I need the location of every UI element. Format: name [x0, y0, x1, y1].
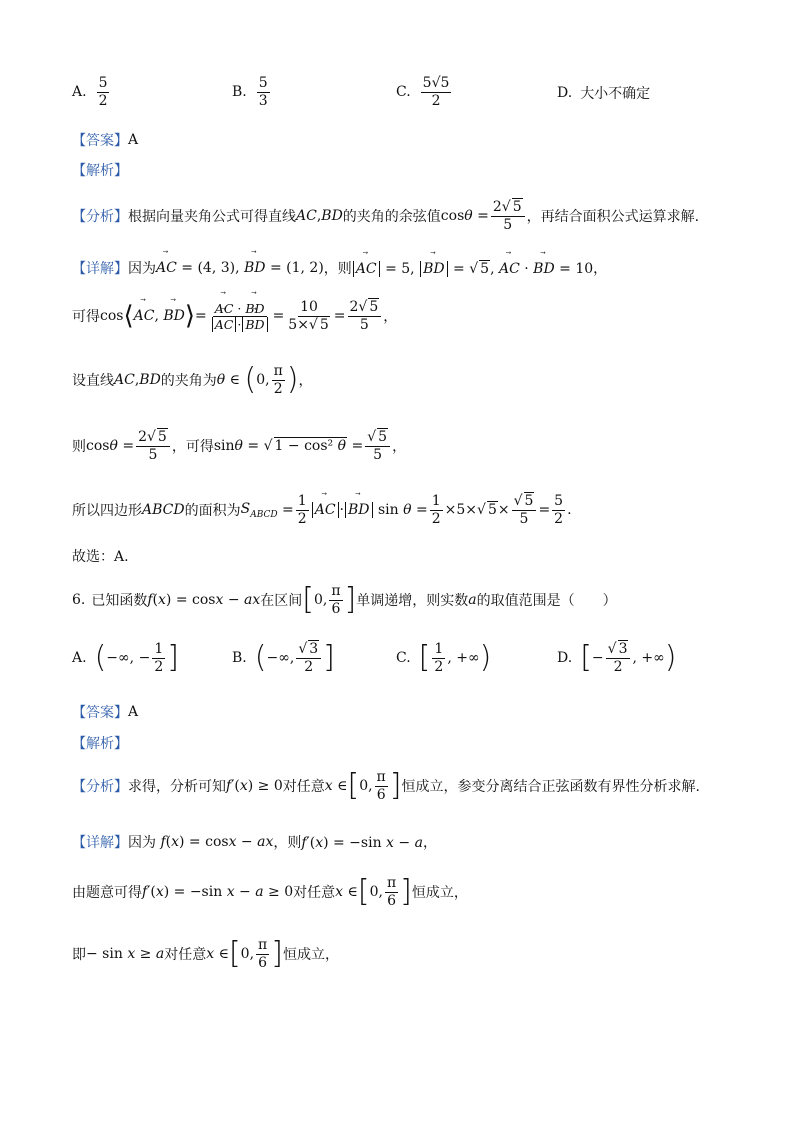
fenxi-text: 根据向量夹角公式可得直线	[128, 209, 296, 226]
text: 因为	[128, 835, 156, 851]
math: , +∞	[632, 650, 665, 667]
bracket: ]	[400, 874, 412, 910]
option-label: D.	[557, 85, 573, 101]
text: ，则	[323, 261, 352, 277]
fraction: $\frac{5}{2}$	[554, 493, 564, 527]
math: ⃗ AC = (4, 3), ⃗ BD = (1, 2)	[156, 260, 324, 276]
math: $S_{ABCD}$	[240, 500, 278, 520]
text: 已知函数	[91, 593, 148, 610]
text: 对任意	[164, 947, 207, 964]
answer-value: A	[128, 704, 139, 720]
option-text: 大小不确定	[580, 86, 651, 102]
text: 求得，分析可知	[128, 779, 226, 796]
q5-answer	[72, 130, 138, 150]
denominator: 2	[98, 92, 108, 109]
math: f′(x) = −sin x − a ≥ 0	[142, 884, 294, 901]
fraction: ⃗ AC · ⃗ BD ⃗ AC ·⃗ BD	[209, 302, 271, 331]
bracket: [	[418, 640, 431, 676]
fraction: $\frac{2√ 5}{5}$	[491, 200, 525, 232]
text: 因为	[128, 261, 156, 277]
math: =	[195, 308, 207, 325]
math: − sin x ≥ a	[86, 946, 165, 963]
text: 的取值范围是（ ）	[476, 593, 617, 610]
math: .	[567, 502, 572, 519]
math: , +∞	[447, 650, 480, 667]
q5-analysis-tag	[72, 160, 128, 180]
option-label: A.	[72, 84, 87, 101]
q6-option-c	[396, 642, 491, 674]
math: θ	[216, 372, 226, 389]
fraction: √ 3 2	[296, 642, 321, 674]
math: cosθ =	[86, 438, 135, 455]
text: 的面积为	[184, 503, 241, 520]
text: 则	[72, 439, 86, 456]
math: f(x) = cosx − ax	[147, 592, 261, 609]
answer-value: A	[128, 132, 139, 148]
option-label: C.	[396, 650, 411, 667]
option-label: B.	[232, 84, 247, 101]
fraction: $\frac{√ 5}{5}$	[512, 494, 537, 526]
math: =	[277, 502, 294, 519]
text: 设直线	[72, 373, 114, 390]
math: 0,	[359, 778, 373, 795]
bracket: ]	[271, 936, 283, 972]
q5-fenxi: 【分析】 根据向量夹角公式可得直线 AC , BD 的夹角的余弦值 cosθ = $\frac{2√ 5}{5}$ ，再结合面积公式运算求解.	[72, 199, 700, 233]
option-label: B.	[232, 650, 247, 667]
q6-stem	[72, 584, 617, 616]
q5-xiangjie-2	[72, 300, 397, 332]
fraction: $\frac{1}{2}$	[154, 641, 164, 675]
fenxi-tag: 【分析】	[72, 209, 128, 226]
text: 的夹角为	[160, 373, 217, 390]
q6-option-d	[557, 642, 677, 674]
bracket: ]	[344, 582, 357, 618]
text: 在区间	[260, 593, 303, 610]
q6-fenxi	[72, 770, 700, 802]
analysis-tag: 【解析】	[72, 736, 128, 752]
text: 对任意	[293, 885, 336, 902]
math: ×5×√ 5×	[444, 502, 510, 519]
bracket: [	[580, 640, 592, 676]
math: f′(x) = −sin x − a，	[301, 835, 437, 851]
denominator: 2	[431, 92, 441, 109]
math: BD	[139, 372, 161, 389]
math: x ∈	[335, 884, 358, 901]
math: 0,	[369, 884, 383, 901]
answer-tag: 【答案】	[72, 133, 128, 149]
fraction: $\frac{1}{2}$	[297, 493, 307, 527]
math: AC	[114, 372, 135, 389]
option-label: C.	[396, 84, 411, 101]
xiangjie-tag: 【详解】	[72, 261, 128, 277]
math: −∞,	[266, 650, 295, 667]
q6-answer	[72, 702, 138, 722]
fraction: 1 2	[434, 641, 444, 675]
bracket: [	[347, 768, 360, 804]
math: x ∈	[206, 946, 229, 963]
math: x ∈	[324, 778, 348, 795]
text: 可得	[72, 309, 100, 326]
math: cos	[100, 308, 124, 325]
q5-guxuan	[72, 546, 129, 566]
math: a	[468, 592, 477, 609]
bracket: ]	[389, 768, 402, 804]
fraction	[421, 76, 452, 108]
fenxi-text: 的夹角的余弦值	[342, 209, 441, 226]
fraction: $\frac{√ 5}{5}$	[365, 430, 390, 462]
bracket: ]	[323, 640, 335, 676]
q5-xiangjie-4	[72, 430, 406, 462]
q6-option-a	[72, 642, 179, 674]
math: =	[272, 308, 285, 325]
math: 0,	[240, 946, 255, 963]
q5-option-a	[72, 76, 111, 108]
fraction: π 6	[386, 875, 397, 909]
paren: (	[244, 362, 257, 398]
q6-xiangjie-1	[72, 832, 437, 852]
text: 即	[72, 947, 86, 964]
math: ⃗ AC, ⃗ BD	[134, 308, 185, 324]
math: 0,	[256, 372, 270, 389]
math: f′(x) ≥ 0	[226, 778, 283, 795]
question-number: 6.	[72, 592, 86, 609]
fraction: $\frac{√ 3}{2}$	[606, 642, 631, 674]
paren: (	[94, 640, 107, 676]
fraction	[97, 76, 110, 108]
text: 恒成立，参变分离结合正弦函数有界性分析求解.	[401, 779, 700, 796]
text: ，则	[273, 835, 302, 851]
text: 所以四边形	[72, 503, 142, 520]
fraction: $\frac{2√ 5}{5}$	[348, 300, 382, 332]
math: =	[333, 308, 346, 325]
math: cosθ =	[440, 208, 489, 225]
q5-option-b	[232, 76, 272, 108]
q6-analysis-tag	[72, 733, 128, 753]
fenxi-tag: 【分析】	[72, 779, 128, 796]
text: 单调递增，则实数	[356, 593, 469, 610]
fenxi-text: ，再结合面积公式运算求解.	[526, 209, 700, 226]
q5-xiangjie-3: 设直线 AC , BD 的夹角为 θ ∈ ( 0, π 2 ) ，	[72, 362, 313, 398]
q5-option-c	[396, 76, 453, 108]
numerator: 5	[98, 75, 108, 91]
answer-tag: 【答案】	[72, 705, 128, 721]
bracket: [	[357, 874, 370, 910]
math: −	[591, 650, 604, 667]
math: ABCD	[142, 502, 185, 519]
fraction: π 2	[273, 363, 283, 397]
numerator: 5√5	[422, 75, 450, 91]
q5-xiangjie-5	[72, 494, 572, 526]
fraction	[257, 76, 270, 108]
bracket: [	[302, 582, 314, 618]
math: ∈	[225, 372, 245, 389]
text: 恒成立，	[282, 947, 339, 964]
denominator: 3	[258, 92, 268, 109]
angle-bracket: ⟩	[184, 301, 196, 332]
fraction: π 6	[331, 583, 341, 617]
analysis-tag: 【解析】	[72, 163, 128, 179]
paren: (	[254, 640, 267, 676]
math: ，	[298, 373, 313, 390]
bracket: ]	[167, 640, 179, 676]
q6-xiangjie-3	[72, 938, 339, 970]
fraction: π 6	[376, 769, 386, 803]
fraction: $\frac{10}{5\times√ 5}$	[288, 299, 329, 333]
numerator: 5	[258, 75, 268, 91]
math: AC	[296, 208, 317, 225]
xiangjie-tag: 【详解】	[72, 835, 128, 851]
math: ，	[392, 439, 407, 456]
q5-option-d	[557, 83, 650, 103]
math: 0,	[313, 592, 328, 609]
math: ，	[383, 309, 398, 326]
text: 恒成立，	[411, 885, 468, 902]
math: f(x) = cosx − ax	[160, 834, 274, 850]
fraction: $\frac{2√ 5}{5}$	[136, 430, 170, 462]
text: 故选：A.	[72, 549, 129, 565]
q6-option-b	[232, 642, 335, 674]
q6-xiangjie-2	[72, 876, 468, 908]
math: sinθ = √ 1 − cos² θ =	[213, 438, 364, 455]
paren: )	[664, 640, 677, 676]
fraction: π 6	[258, 937, 268, 971]
math: =	[538, 502, 551, 519]
text: 对任意	[282, 779, 325, 796]
bracket: [	[228, 936, 241, 972]
math: ⃗ AC ·⃗ BD sin θ =	[311, 502, 428, 518]
angle-bracket: ⟨	[123, 301, 134, 332]
q5-xiangjie-1	[72, 258, 607, 278]
math: BD	[321, 208, 343, 225]
option-label: A.	[72, 650, 87, 667]
fraction: $\frac{1}{2}$	[431, 493, 441, 527]
math: −∞, −	[106, 650, 151, 667]
option-label: D.	[557, 650, 573, 667]
text: 由题意可得	[72, 885, 142, 902]
paren: )	[286, 362, 299, 398]
paren: )	[479, 640, 492, 676]
text: ，可得	[171, 439, 214, 456]
math: ⃗ AC = 5, ⃗ BD = √ 5, ⃗ AC · ⃗ BD = 10，	[352, 258, 607, 278]
